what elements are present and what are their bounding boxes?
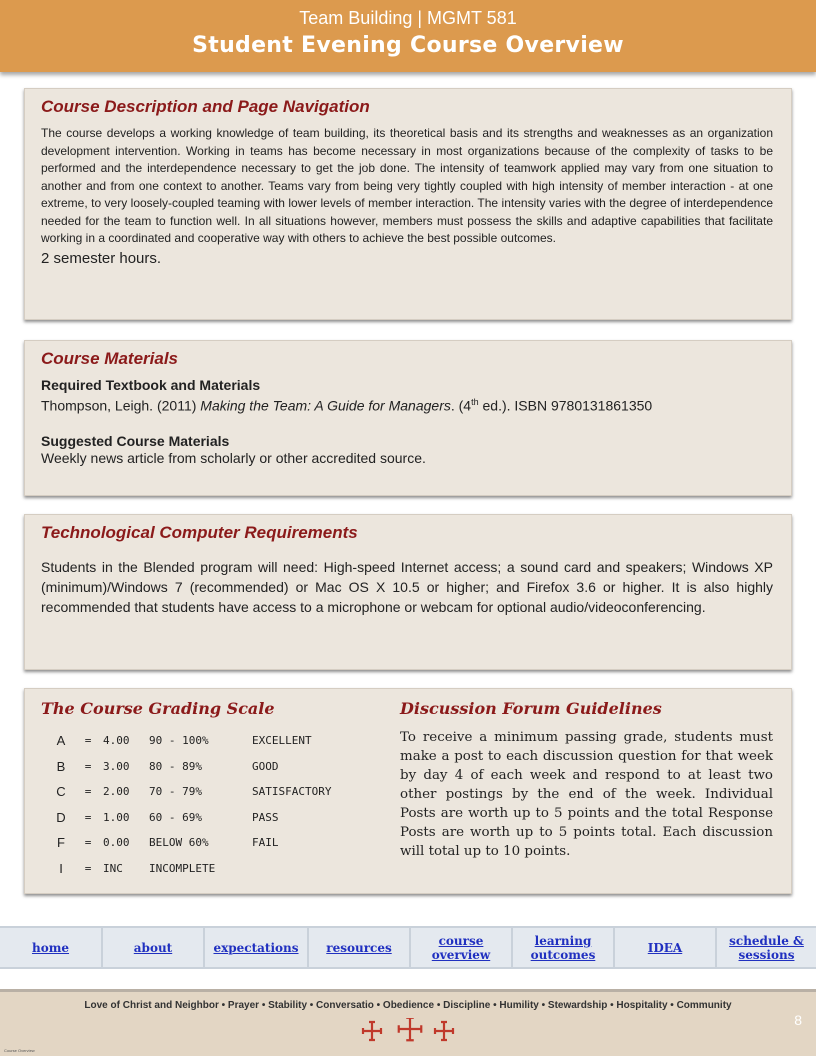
grade-letter: A [56, 733, 66, 749]
citation-superscript: th [471, 397, 479, 407]
grade-equals: = [84, 759, 92, 773]
grade-label: EXCELLENT [252, 734, 312, 748]
grade-row [41, 856, 400, 882]
grade-range: 80 - 89% [149, 759, 202, 773]
grade-label: PASS [252, 810, 279, 824]
course-description-text: The course develops a working knowledge of team building, its theoretical basis and its strengths and weaknesses as an organization development intervention. Working in teams has become necessary in most organizations because of the complexity of tasks to be performed and the interdependence necessary to get the job done. The intensity of teamwork applied may vary from one situation to another and from one context to another. Teams vary from being very tightly coupled with high intensity of member interaction - at one extreme, to very loosely-coupled teaming with lower levels of member interaction. The intensity varies with the degree of interdependence needed for the team to function well. In all situations however, members must possess the skills and adaptive capabilities that facilitate working in a coordinated and cooperative way with others to achieve the best possible outcomes. [41, 126, 773, 245]
grade-equals: = [84, 785, 92, 799]
grade-row [41, 830, 400, 856]
grade-label: FAIL [252, 836, 279, 850]
nav-link-course-overview[interactable]: course overview [411, 928, 513, 967]
nav-link-learning-outcomes[interactable]: learning outcomes [513, 928, 615, 967]
course-code: Team Building | MGMT 581 [299, 8, 517, 28]
grade-letter: D [56, 809, 66, 825]
citation-edition: . (4 [450, 397, 472, 414]
nav-link-home[interactable]: home [0, 928, 103, 967]
course-materials-heading: Course Materials [41, 349, 178, 368]
core-values-line: Love of Christ and Neighbor • Prayer • Stability • Conversatio • Obedience • Discipline • Humility • Stewardship • Hospitality • Community [84, 1000, 732, 1011]
nav-link-schedule-sessions[interactable]: schedule & sessions [729, 933, 804, 962]
tech-requirements-heading: Technological Computer Requirements [41, 523, 358, 542]
grade-points: 1.00 [103, 810, 130, 824]
discussion-guidelines-text: To receive a minimum passing grade, students must make a post to each discussion question for that week by day 4 of each week and respond to at least two other postings by the end of the week. Individual Posts are worth up to 5 points and the total Response Posts are worth up to 5 points total. Each discussion will total up to 10 points. [400, 730, 773, 859]
crosses-logo [360, 1018, 460, 1052]
discussion-heading: Discussion Forum Guidelines [400, 699, 662, 718]
nav-link-resources[interactable]: resources [309, 928, 411, 967]
footer-tiny-label: Course Overview [4, 1048, 35, 1053]
textbook-title: Making the Team: A Guide for Managers [200, 397, 451, 414]
grade-equals: = [84, 861, 92, 875]
grade-equals: = [84, 734, 92, 748]
grade-row [41, 754, 400, 780]
grade-letter: C [56, 784, 66, 800]
course-materials-panel [24, 340, 792, 496]
grading-scale-heading: The Course Grading Scale [41, 699, 275, 718]
grade-range: INCOMPLETE [149, 861, 216, 875]
textbook-citation [41, 393, 773, 415]
page-footer [0, 989, 816, 1056]
course-description-heading: Course Description and Page Navigation [41, 97, 370, 116]
page-navigation [0, 926, 816, 969]
grade-letter: I [59, 860, 63, 876]
grade-row [41, 805, 400, 831]
grade-points: INC [103, 861, 123, 875]
grading-discussion-panel [24, 688, 792, 894]
grading-discussion-columns [41, 699, 773, 881]
course-description-panel [24, 88, 792, 320]
grade-points: 2.00 [103, 785, 130, 799]
grade-label: GOOD [252, 759, 279, 773]
grading-scale-table [41, 728, 400, 881]
grade-range: 70 - 79% [149, 785, 202, 799]
grade-row [41, 728, 400, 754]
grade-letter: F [57, 835, 65, 851]
cross-icon [435, 1022, 453, 1040]
grade-equals: = [84, 836, 92, 850]
suggested-materials-heading: Suggested Course Materials [41, 432, 230, 449]
grade-points: 4.00 [103, 734, 130, 748]
grade-row [41, 779, 400, 805]
grade-equals: = [84, 810, 92, 824]
grade-range: 60 - 69% [149, 810, 202, 824]
grade-label: SATISFACTORY [252, 785, 332, 799]
semester-hours: 2 semester hours. [41, 249, 162, 267]
suggested-materials-text: Weekly news article from scholarly or other accredited source. [41, 449, 426, 466]
page-header [0, 0, 816, 72]
cross-icon [399, 1018, 422, 1040]
discussion-section [400, 699, 773, 881]
grade-range: BELOW 60% [149, 836, 209, 850]
tech-requirements-panel [24, 514, 792, 670]
citation-isbn: ed.). ISBN 9780131861350 [478, 397, 653, 414]
tech-requirements-text: Students in the Blended program will need: High-speed Internet access; a sound card and speakers; Windows XP (minimum)/Windows 7 (recommended) or Mac OS X 10.5 or higher; and Firefox 3.6 or higher. It is also highly recommended that students have access to a microphone or webcam for optional audio/videoconferencing. [41, 559, 773, 615]
grade-letter: B [56, 758, 66, 774]
citation-prefix: Thompson, Leigh. (2011) [41, 397, 201, 414]
required-textbook-heading: Required Textbook and Materials [41, 377, 261, 393]
grade-points: 3.00 [103, 759, 130, 773]
grade-range: 90 - 100% [149, 734, 209, 748]
page-number: 8 [794, 1012, 802, 1028]
nav-link-idea[interactable]: IDEA [615, 928, 717, 967]
grade-points: 0.00 [103, 836, 130, 850]
nav-link-expectations[interactable]: expectations [205, 928, 309, 967]
cross-icon [363, 1022, 381, 1040]
page-title: Student Evening Course Overview [192, 33, 624, 58]
nav-link-about[interactable]: about [103, 928, 205, 967]
grading-scale-section [41, 699, 400, 881]
